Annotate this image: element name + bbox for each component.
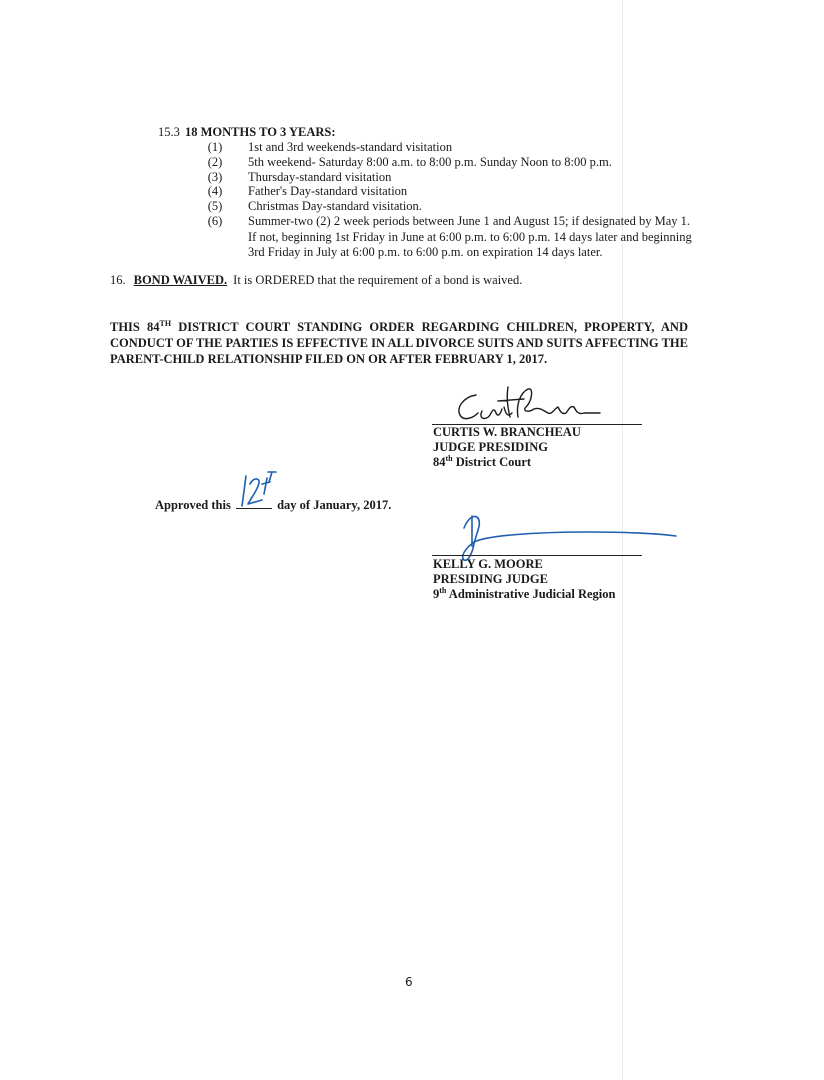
approval-line: Approved this day of January, 2017. xyxy=(155,498,392,512)
section-15-3-heading xyxy=(158,125,336,140)
item-number: (6) xyxy=(207,214,223,228)
section-title: 18 MONTHS TO 3 YEARS: xyxy=(185,125,336,139)
signature-curtis-brancheau xyxy=(448,383,608,427)
section-16-paragraph xyxy=(110,273,522,288)
item-number: (5) xyxy=(207,199,223,213)
section-text: It is ORDERED that the requirement of a bond is waived. xyxy=(233,273,523,287)
item-text: Christmas Day-standard visitation. xyxy=(248,199,422,213)
section-number: 15.3 xyxy=(158,125,180,139)
judge-title: JUDGE PRESIDING xyxy=(433,440,548,454)
court-name: 84th District Court xyxy=(433,453,532,469)
item-text: 1st and 3rd weekends-standard visitation xyxy=(248,140,453,154)
item-text: 5th weekend- Saturday 8:00 a.m. to 8:00 p.m. Sunday Noon to 8:00 p.m. xyxy=(248,155,612,169)
judge-name: CURTIS W. BRANCHEAU xyxy=(433,425,581,439)
item-continuation-line: 3rd Friday in July at 6:00 p.m. to 6:00 p.m. on expiration 14 days later. xyxy=(248,245,603,259)
item-number: (1) xyxy=(207,140,223,154)
standing-order-paragraph: THIS 84TH DISTRICT COURT STANDING ORDER REGARDING CHILDREN, PROPERTY, AND CONDUCT OF THE PARTIES IS EFFECTIVE IN ALL DIVORCE SUITS AND SUITS AFFECTING THE PARENT-CHILD RELATIONSHIP FILED ON OR AFTER FEBRUARY 1, 2017. xyxy=(110,318,688,366)
section-number: 16. xyxy=(110,273,126,287)
judge-title: PRESIDING JUDGE xyxy=(433,572,548,586)
handwritten-day xyxy=(236,470,280,512)
page-number: 6 xyxy=(405,975,413,989)
item-number: (4) xyxy=(207,184,223,198)
item-number: (3) xyxy=(207,170,223,184)
item-text: Thursday-standard visitation xyxy=(248,170,392,184)
bond-waived-heading: BOND WAIVED. xyxy=(133,273,228,287)
judge-name: KELLY G. MOORE xyxy=(433,557,543,571)
signature-line xyxy=(432,555,642,556)
item-continuation-line: If not, beginning 1st Friday in June at 6:00 p.m. to 6:00 p.m. 14 days later and beginning xyxy=(248,230,692,244)
item-text: Summer-two (2) 2 week periods between June 1 and August 15; if designated by May 1. xyxy=(248,214,691,228)
region-name: 9th Administrative Judicial Region xyxy=(433,585,616,601)
item-number: (2) xyxy=(207,155,223,169)
item-text: Father's Day-standard visitation xyxy=(248,184,408,198)
